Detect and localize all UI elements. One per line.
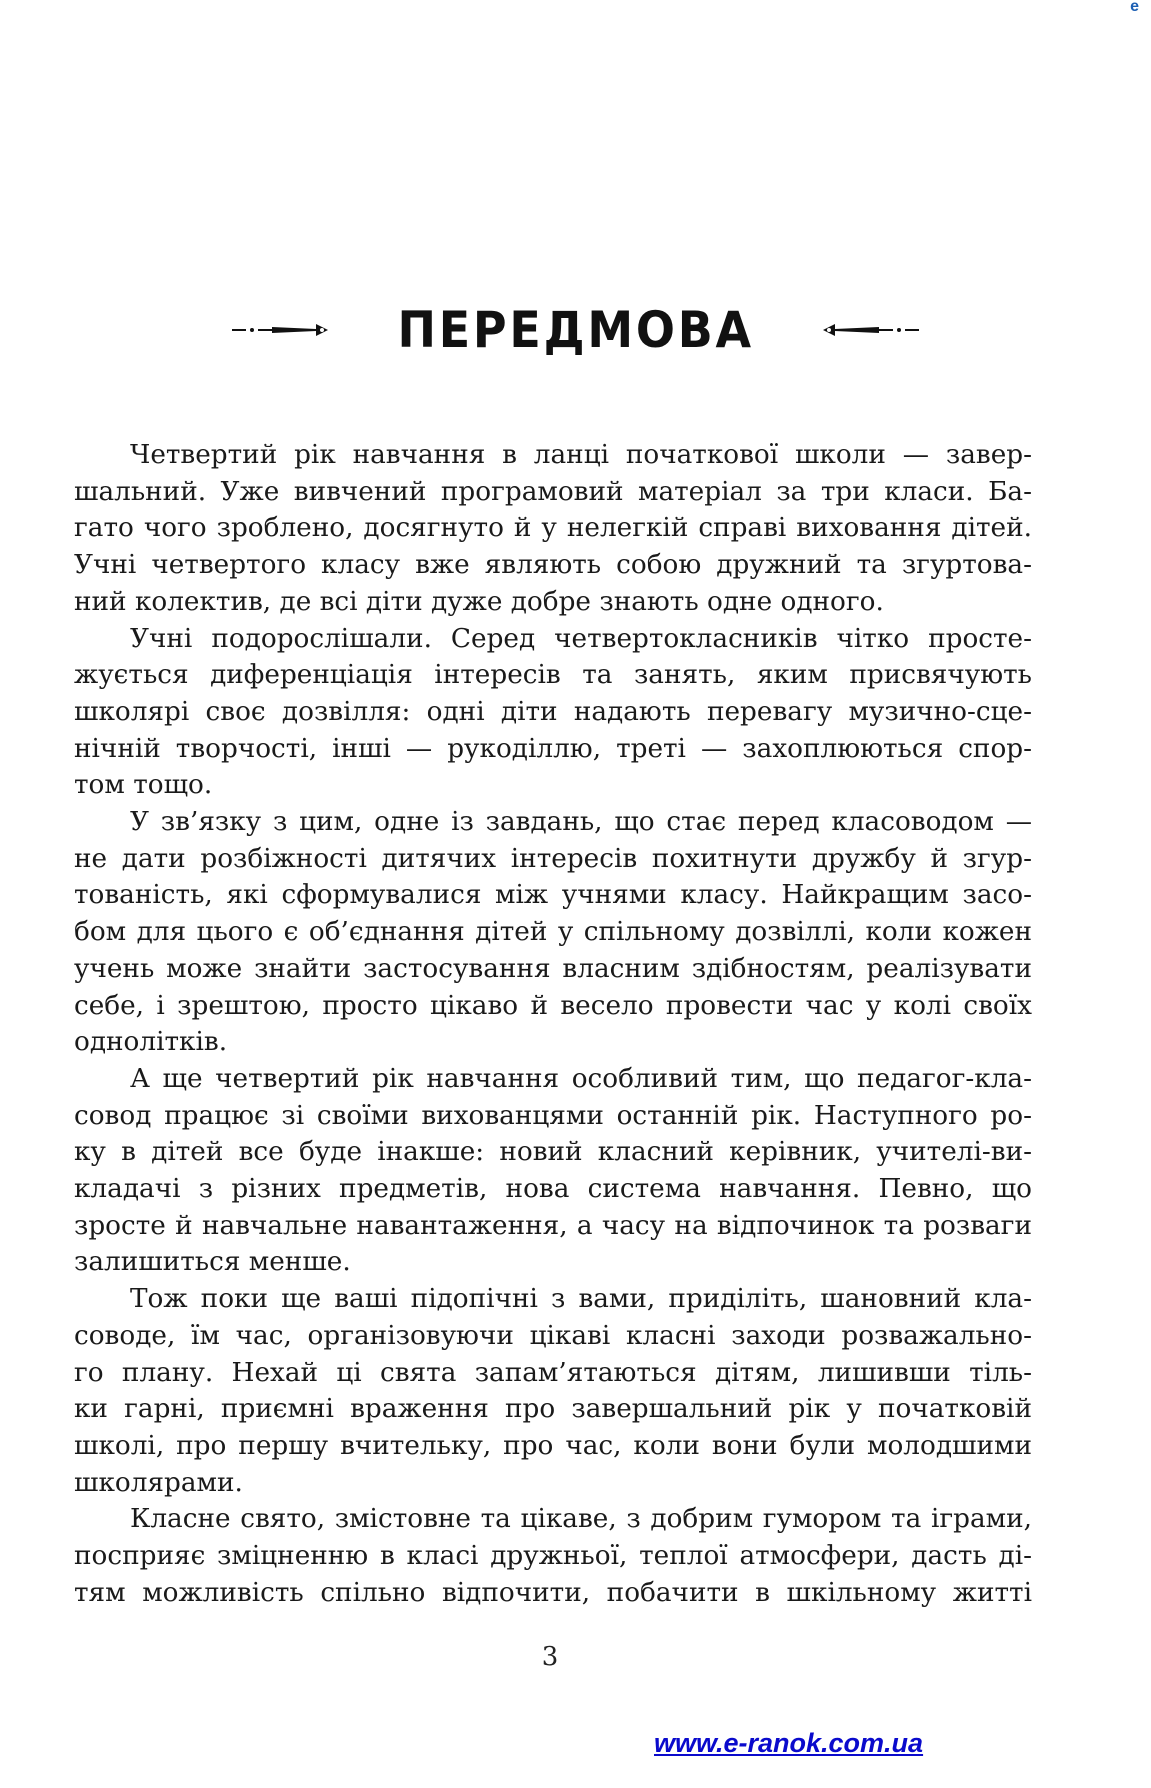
text-line: том тощо. <box>74 770 213 801</box>
text-line: залишиться менше. <box>74 1247 351 1278</box>
page-number: 3 <box>541 1642 559 1672</box>
text-line: Класне свято, змістовне та цікаве, з добрим гумором та іграми, <box>130 1504 1032 1535</box>
text-line: Учні четвертого класу вже являють собою дружний та згуртова- <box>74 550 1032 581</box>
text-line: не дати розбіжності дитячих інтересів похитнути дружбу й згур- <box>74 843 1032 874</box>
text-line: Тож поки ще ваші підопічні з вами, приділіть, шановний кла- <box>130 1284 1032 1315</box>
text-line: себе, і зрештою, просто цікаво й весело провести час у колі своїх <box>74 990 1032 1021</box>
text-line: У зв’язку з цим, одне із завдань, що стає перед класоводом — <box>130 807 1032 838</box>
text-line: Учні подорослішали. Серед четвертокласників чітко просте- <box>130 623 1032 654</box>
body-text <box>74 437 1032 1612</box>
text-line: А ще четвертий рік навчання особливий тим, що педагог-кла- <box>130 1063 1032 1094</box>
paragraph <box>74 621 1032 805</box>
text-line: учень може знайти застосування власним здібностям, реалізувати <box>74 953 1032 984</box>
paragraph <box>74 1281 1032 1501</box>
title-row <box>0 290 1151 370</box>
text-line: нічній творчості, інші — рукоділлю, треті — захоплюються спор- <box>74 733 1032 764</box>
paragraph <box>74 804 1032 1061</box>
text-line: ки гарні, приємні враження про завершальний рік у початковій <box>74 1394 1032 1425</box>
paragraph <box>74 437 1032 621</box>
text-line: школярами. <box>74 1467 243 1498</box>
footer-link[interactable]: www.e-ranok.com.ua <box>654 1728 924 1758</box>
left-ornament-icon <box>232 320 342 340</box>
paragraph <box>74 1501 1032 1611</box>
page-title: ПЕРЕДМОВА <box>397 301 754 359</box>
text-line: тованість, які сформувалися між учнями класу. Найкращим засо- <box>74 880 1032 911</box>
text-line: совод працює зі своїми вихованцями останній рік. Наступного ро- <box>74 1100 1032 1131</box>
corner-mark: e <box>1130 0 1139 15</box>
paragraph <box>74 1061 1032 1281</box>
text-line: Четвертий рік навчання в ланці початкової школи — завер- <box>130 440 1032 470</box>
text-line: жується диференціація інтересів та занять, яким присвячують <box>74 660 1032 691</box>
text-line: шальний. Уже вивчений програмовий матеріал за три класи. Ба- <box>74 476 1032 507</box>
text-line: кладачі з різних предметів, нова система навчання. Певно, що <box>74 1174 1032 1205</box>
text-line: го плану. Нехай ці свята запам’ятаються дітям, лишивши тіль- <box>74 1357 1032 1388</box>
text-line: бом для цього є об’єднання дітей у спільному дозвіллі, коли кожен <box>74 917 1032 948</box>
text-line: гато чого зроблено, досягнуто й у нелегкій справі виховання дітей. <box>74 513 1032 544</box>
text-line: посприяє зміцненню в класі дружньої, теплої атмосфери, дасть ді- <box>74 1541 1032 1572</box>
text-line: зросте й навчальне навантаження, а часу на відпочинок та розваги <box>74 1210 1032 1241</box>
text-line: школі, про першу вчительку, про час, коли вони були молодшими <box>74 1430 1032 1461</box>
text-line: тям можливість спільно відпочити, побачити в шкільному житті <box>74 1577 1032 1608</box>
text-line: ний колектив, де всі діти дуже добре знають одне одного. <box>74 586 884 617</box>
text-line: однолітків. <box>74 1027 228 1058</box>
right-ornament-icon <box>809 320 919 340</box>
text-line: ку в дітей все буде інакше: новий класний керівник, учителі-ви- <box>74 1137 1032 1168</box>
text-line: соводе, їм час, організовуючи цікаві класні заходи розважально- <box>74 1320 1032 1351</box>
text-line: школярі своє дозвілля: одні діти надають перевагу музично-сце- <box>74 696 1032 727</box>
